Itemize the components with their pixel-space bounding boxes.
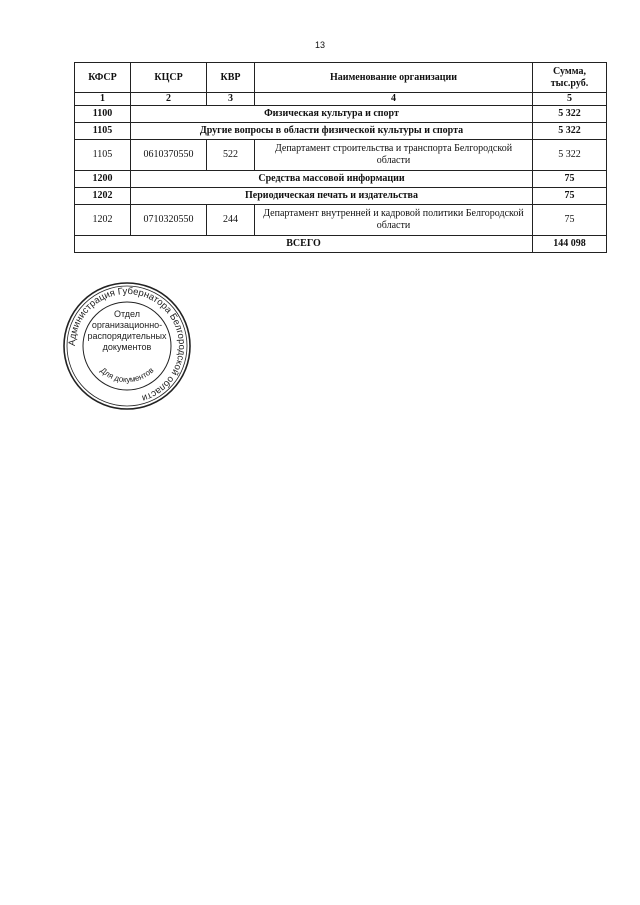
table-row xyxy=(75,171,607,188)
table-row xyxy=(75,188,607,205)
kfsr-cell: 1100 xyxy=(75,106,131,123)
section-name-cell: Другие вопросы в области физической культуры и спорта xyxy=(131,123,533,140)
stamp-outer-text: Администрация Губернатора Белгородской области xyxy=(66,285,188,404)
table-header-row xyxy=(75,63,607,93)
official-stamp xyxy=(62,281,192,411)
header-kcsr: КЦСР xyxy=(131,63,207,93)
table-row xyxy=(75,140,607,171)
kvr-cell: 522 xyxy=(207,140,255,171)
section-name-cell: Физическая культура и спорт xyxy=(131,106,533,123)
table-row xyxy=(75,123,607,140)
sum-cell: 75 xyxy=(533,171,607,188)
kfsr-cell: 1202 xyxy=(75,205,131,236)
kcsr-cell: 0710320550 xyxy=(131,205,207,236)
section-name-cell: Периодическая печать и издательства xyxy=(131,188,533,205)
sum-cell: 5 322 xyxy=(533,123,607,140)
organization-name-cell: Департамент строительства и транспорта Белгородской области xyxy=(255,140,533,171)
sum-cell: 5 322 xyxy=(533,106,607,123)
kfsr-cell: 1105 xyxy=(75,140,131,171)
kfsr-cell: 1200 xyxy=(75,171,131,188)
column-number: 4 xyxy=(255,93,533,106)
sum-cell: 5 322 xyxy=(533,140,607,171)
stamp-inner-line: документов xyxy=(102,342,152,352)
header-sum: Сумма, тыс.руб. xyxy=(533,63,607,93)
stamp-inner-line: организационно- xyxy=(91,320,163,330)
page-number: 13 xyxy=(314,40,325,50)
column-number: 3 xyxy=(207,93,255,106)
kcsr-cell: 0610370550 xyxy=(131,140,207,171)
header-kfsr: КФСР xyxy=(75,63,131,93)
kfsr-cell: 1202 xyxy=(75,188,131,205)
kfsr-cell: 1105 xyxy=(75,123,131,140)
section-name-cell: Средства массовой информации xyxy=(131,171,533,188)
total-row xyxy=(75,236,607,253)
stamp-inner-line: Отдел xyxy=(113,309,141,319)
table-row xyxy=(75,106,607,123)
stamp-inner-line: распорядительных xyxy=(87,331,167,341)
column-number-row xyxy=(75,93,607,106)
header-kvr: КВР xyxy=(207,63,255,93)
stamp-bottom-text: Для документов xyxy=(98,365,156,385)
column-number: 1 xyxy=(75,93,131,106)
column-number: 2 xyxy=(131,93,207,106)
sum-cell: 75 xyxy=(533,205,607,236)
budget-table xyxy=(74,62,607,253)
table-row xyxy=(75,205,607,236)
total-label: ВСЕГО xyxy=(75,236,533,253)
total-sum: 144 098 xyxy=(533,236,607,253)
header-organization-name: Наименование организации xyxy=(255,63,533,93)
kvr-cell: 244 xyxy=(207,205,255,236)
column-number: 5 xyxy=(533,93,607,106)
sum-cell: 75 xyxy=(533,188,607,205)
organization-name-cell: Департамент внутренней и кадровой политики Белгородской области xyxy=(255,205,533,236)
